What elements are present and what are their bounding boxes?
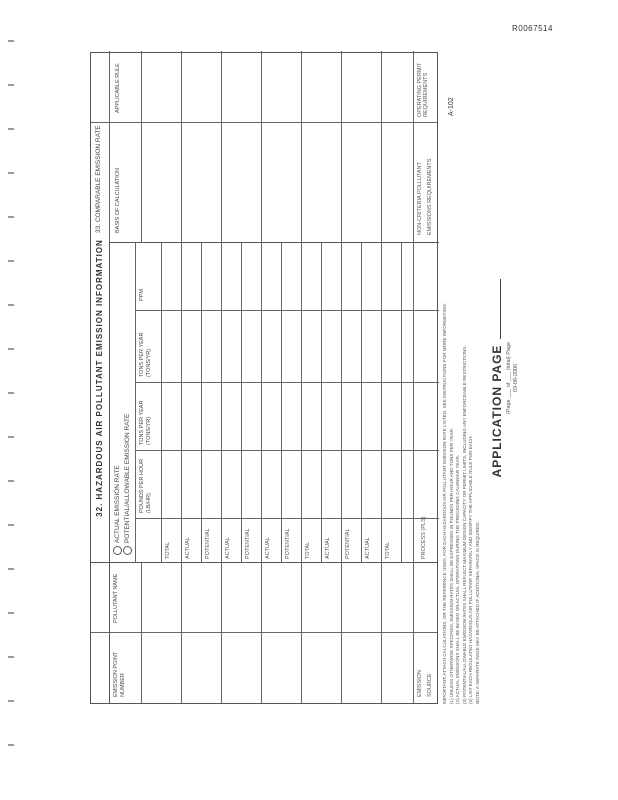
comparable-rate-header: 33. COMPARABLE EMISSION RATE: [95, 125, 102, 233]
pollutant-name-header: POLLUTANT NAME: [113, 573, 119, 623]
mid-row-rule: [201, 243, 202, 563]
right-row-rule: [261, 51, 262, 243]
left-row-rule: [301, 563, 302, 703]
mid-row-rule: [401, 243, 402, 563]
emission-point-header: EMISSION POINT NUMBER: [113, 651, 126, 697]
left-divider: [91, 632, 437, 633]
right-row-rule: [301, 51, 302, 243]
document-id: R0067514: [512, 24, 553, 33]
right-row-rule: [341, 51, 342, 243]
right-header-rule: [109, 51, 110, 243]
mid-row-rule: [301, 243, 302, 563]
basis-header: BASIS OF CALCULATION: [115, 168, 121, 233]
row-code: ACTUAL: [365, 537, 371, 559]
actual-rate-radio[interactable]: [113, 546, 122, 555]
footnote: (1) UNLESS OTHERWISE SPECIFIED, EMISSION RATES SHALL BE EXPRESSED IN POUNDS PER HOUR AND TONS PER YEAR.: [448, 427, 454, 704]
tpy-header-1: TONS PER YEAR (TONS/YR): [139, 400, 152, 445]
comparable-rate-section: [91, 51, 437, 243]
emission-table: [90, 52, 438, 704]
potential-rate-radio[interactable]: [123, 546, 132, 555]
applicable-rule-header: APPLICABLE RULE: [115, 63, 121, 113]
mid-row-rule: [161, 243, 162, 563]
emission-rate-section: [109, 242, 439, 563]
footnote: (2) ACTUAL EMISSIONS SHALL BE BASED ON ACTUAL OPERATIONS DURING THE PRECEDING CALENDAR YEAR.: [455, 454, 461, 704]
potential-rate-option: POTENTIAL/ALLOWABLE EMISSION RATE: [123, 255, 132, 555]
row-code: POTENTIAL: [285, 528, 291, 559]
emission-row-label: EMISSION: [417, 670, 423, 697]
page-code: A-102: [448, 97, 455, 116]
left-row-rule: [221, 563, 222, 703]
application-page-subtitle: (Page ___ of ___ (total) Page 03-08-2000: [506, 341, 519, 415]
left-header-rule: [141, 563, 142, 703]
lbhr-header: POUNDS PER HOUR (LB/HR): [139, 458, 152, 513]
actual-rate-option: ACTUAL EMISSION RATE: [113, 255, 122, 555]
mid-header-rule: [135, 243, 136, 563]
row-code: TOTAL: [385, 541, 391, 559]
left-row-rule: [181, 563, 182, 703]
rotated-form: [80, 48, 520, 728]
mid-row-rule: [321, 243, 322, 563]
right-row-rule: [221, 51, 222, 243]
row-code: ACTUAL: [185, 537, 191, 559]
right-row-rule: [381, 51, 382, 243]
row-code: TOTAL: [305, 541, 311, 559]
punch-hole-marks: [8, 40, 14, 760]
tpy-header-2: TONS PER YEAR (TONS/YR): [139, 332, 152, 377]
mid-row-rule: [381, 243, 382, 563]
footnote: NOTE: A SEPARATE PAGE MAY BE ATTACHED IF ADDITIONAL SPACE IS REQUIRED.: [474, 521, 480, 704]
footnote: (4) LIST EACH REGULATED HAZARDOUS AIR POLLUTANT SEPARATELY AND IDENTIFY THE APPLICABLE RULE FOR EACH.: [468, 435, 474, 704]
row-code: ACTUAL: [225, 537, 231, 559]
left-row-rule: [381, 563, 382, 703]
left-row-rule: [341, 563, 342, 703]
mid-row-rule: [341, 243, 342, 563]
non-criteria-label: NON-CRITERIA POLLUTANT: [417, 162, 423, 235]
application-page-title: APPLICATION PAGE: [490, 238, 504, 518]
row-code: TOTAL: [165, 541, 171, 559]
right-row-rule: [141, 51, 142, 243]
left-row-rule: [261, 563, 262, 703]
process-label: PROCESS (PLS): [421, 516, 427, 559]
row-code: POTENTIAL: [245, 528, 251, 559]
mid-row-rule: [181, 243, 182, 563]
ppm-header: PPM: [139, 289, 145, 301]
mid-row-rule: [261, 243, 262, 563]
footnotes: [442, 52, 482, 704]
mid-row-rule: [413, 243, 414, 563]
form-title: 32. HAZARDOUS AIR POLLUTANT EMISSION INFORMATION: [91, 53, 110, 703]
mid-row-rule: [281, 243, 282, 563]
footnote: (3) POTENTIAL/ALLOWABLE EMISSION RATES SHALL REFLECT MAXIMUM DESIGN CAPACITY OR PERMIT LIMITS, INCLUDING ANY ENFORCEABLE RESTRICTIONS.: [461, 345, 467, 704]
left-section: [91, 562, 437, 703]
row-code: ACTUAL: [265, 537, 271, 559]
right-row-rule: [181, 51, 182, 243]
right-col-rule: [91, 122, 437, 123]
row-code: POTENTIAL: [205, 528, 211, 559]
mid-row-rule: [241, 243, 242, 563]
row-code: ACTUAL: [325, 537, 331, 559]
operating-permit-label: OPERATING PERMIT REQUIREMENTS: [417, 62, 429, 117]
emissions-req-label: EMISSIONS REQUIREMENTS: [427, 158, 433, 235]
footnote: IMPORTANT: ATTACH CALCULATIONS, OR THE REFERENCE USED, FOR EACH HAZARDOUS AIR POLLUTANT EMISSION RATE LISTED. SEE INSTRUCTIONS FOR MORE INFORMATION.: [442, 303, 447, 704]
mid-row-rule: [361, 243, 362, 563]
mid-row-rule: [221, 243, 222, 563]
row-code: POTENTIAL: [345, 528, 351, 559]
source-row-label: SOURCE: [427, 673, 433, 697]
left-row-rule: [413, 563, 414, 703]
right-row-rule: [413, 51, 414, 243]
